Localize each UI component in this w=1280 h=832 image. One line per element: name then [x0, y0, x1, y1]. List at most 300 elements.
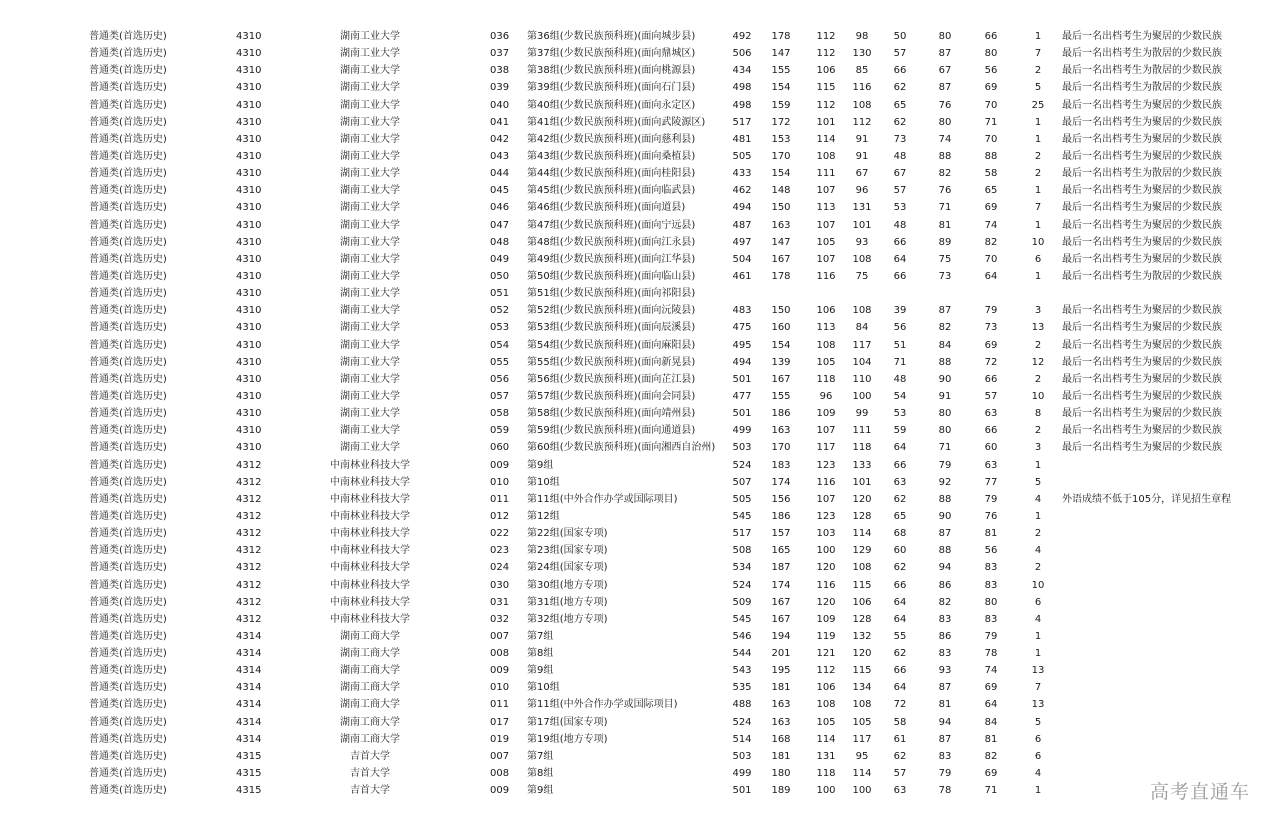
group-code-cell: 052 [490, 305, 510, 317]
school-name-cell: 湖南工商大学 [340, 665, 400, 677]
group-code-cell: 038 [490, 65, 510, 77]
min-score-cell: 499 [732, 768, 752, 780]
subject4-score-cell: 48 [893, 150, 907, 162]
math-score-cell: 114 [816, 133, 836, 145]
subject5-score-cell: 87 [938, 528, 952, 540]
table-row [0, 182, 1280, 199]
group-code-cell: 047 [490, 219, 510, 231]
school-name-cell: 湖南工业大学 [340, 202, 400, 214]
chinese-score-cell: 163 [771, 716, 791, 728]
table-row [0, 45, 1280, 62]
chinese-score-cell: 147 [771, 236, 791, 248]
school-code-cell: 4310 [236, 288, 262, 300]
category-cell: 普通类(首选历史) [89, 579, 167, 591]
math-score-cell: 107 [816, 493, 836, 505]
group-name-cell: 第44组(少数民族预科班)(面向桂阳县) [527, 168, 696, 180]
math-score-cell: 96 [819, 390, 833, 402]
math-score-cell: 112 [816, 665, 836, 677]
foreign-language-score-cell: 75 [855, 270, 869, 282]
chinese-score-cell: 154 [771, 168, 791, 180]
count-cell: 6 [1034, 253, 1042, 265]
group-name-cell: 第41组(少数民族预科班)(面向武陵源区) [527, 116, 706, 128]
subject5-score-cell: 71 [938, 202, 952, 214]
chinese-score-cell: 160 [771, 322, 791, 334]
foreign-language-score-cell: 134 [852, 682, 872, 694]
subject5-score-cell: 86 [938, 630, 952, 642]
subject4-score-cell: 62 [893, 750, 907, 762]
group-name-cell: 第38组(少数民族预科班)(面向桃源县) [527, 65, 696, 77]
table-row [0, 114, 1280, 131]
group-name-cell: 第40组(少数民族预科班)(面向永定区) [527, 99, 696, 111]
foreign-language-score-cell: 118 [852, 442, 872, 454]
chinese-score-cell: 167 [771, 253, 791, 265]
table-row [0, 474, 1280, 491]
math-score-cell: 123 [816, 459, 836, 471]
group-name-cell: 第42组(少数民族预科班)(面向慈利县) [527, 133, 696, 145]
group-name-cell: 第12组 [527, 510, 560, 522]
math-score-cell: 114 [816, 733, 836, 745]
table-row [0, 388, 1280, 405]
min-score-cell: 514 [732, 733, 752, 745]
table-row [0, 165, 1280, 182]
chinese-score-cell: 178 [771, 31, 791, 42]
subject5-score-cell: 87 [938, 82, 952, 94]
subject5-score-cell: 78 [938, 785, 952, 797]
subject5-score-cell: 90 [938, 373, 952, 385]
subject6-score-cell: 70 [984, 133, 998, 145]
subject6-score-cell: 83 [984, 613, 998, 625]
math-score-cell: 113 [816, 202, 836, 214]
table-row [0, 62, 1280, 79]
min-score-cell: 504 [732, 253, 752, 265]
school-code-cell: 4312 [236, 545, 262, 557]
subject5-score-cell: 67 [938, 65, 952, 77]
subject5-score-cell: 81 [938, 699, 952, 711]
subject6-score-cell: 82 [984, 750, 998, 762]
school-name-cell: 湖南工业大学 [340, 425, 400, 437]
count-cell: 10 [1031, 390, 1045, 402]
count-cell: 8 [1034, 408, 1042, 420]
note-cell: 最后一名出档考生为聚居的少数民族 [1062, 236, 1222, 248]
school-name-cell: 湖南工业大学 [340, 373, 400, 385]
group-name-cell: 第8组 [527, 768, 554, 780]
subject6-score-cell: 60 [984, 442, 998, 454]
count-cell: 3 [1034, 305, 1042, 317]
school-code-cell: 4312 [236, 528, 262, 540]
math-score-cell: 101 [816, 116, 836, 128]
school-name-cell: 湖南工商大学 [340, 648, 400, 660]
min-score-cell: 534 [732, 562, 752, 574]
foreign-language-score-cell: 110 [852, 373, 872, 385]
subject4-score-cell: 66 [893, 579, 907, 591]
subject4-score-cell: 71 [893, 356, 907, 368]
admissions-table [0, 28, 1280, 799]
math-score-cell: 105 [816, 236, 836, 248]
min-score-cell: 524 [732, 579, 752, 591]
math-score-cell: 112 [816, 31, 836, 42]
math-score-cell: 108 [816, 339, 836, 351]
school-name-cell: 湖南工业大学 [340, 82, 400, 94]
math-score-cell: 106 [816, 682, 836, 694]
min-score-cell: 499 [732, 425, 752, 437]
note-cell: 最后一名出档考生为聚居的少数民族 [1062, 305, 1222, 317]
count-cell: 1 [1034, 270, 1042, 282]
category-cell: 普通类(首选历史) [89, 31, 167, 42]
table-row [0, 696, 1280, 713]
category-cell: 普通类(首选历史) [89, 442, 167, 454]
group-code-cell: 056 [490, 373, 510, 385]
category-cell: 普通类(首选历史) [89, 253, 167, 265]
subject6-score-cell: 69 [984, 682, 998, 694]
category-cell: 普通类(首选历史) [89, 648, 167, 660]
foreign-language-score-cell: 116 [852, 82, 872, 94]
group-code-cell: 007 [490, 750, 510, 762]
subject4-score-cell: 53 [893, 408, 907, 420]
chinese-score-cell: 167 [771, 613, 791, 625]
min-score-cell: 501 [732, 373, 752, 385]
count-cell: 2 [1034, 562, 1042, 574]
category-cell: 普通类(首选历史) [89, 493, 167, 505]
math-score-cell: 108 [816, 699, 836, 711]
subject6-score-cell: 83 [984, 562, 998, 574]
min-score-cell: 503 [732, 750, 752, 762]
min-score-cell: 535 [732, 682, 752, 694]
chinese-score-cell: 181 [771, 750, 791, 762]
table-row [0, 577, 1280, 594]
min-score-cell: 503 [732, 442, 752, 454]
foreign-language-score-cell: 96 [855, 185, 869, 197]
group-name-cell: 第50组(少数民族预科班)(面向临山县) [527, 270, 696, 282]
foreign-language-score-cell: 104 [852, 356, 872, 368]
math-score-cell: 115 [816, 82, 836, 94]
subject5-score-cell: 80 [938, 31, 952, 42]
table-row [0, 97, 1280, 114]
subject6-score-cell: 84 [984, 716, 998, 728]
math-score-cell: 109 [816, 613, 836, 625]
note-cell: 最后一名出档考生为散居的少数民族 [1062, 65, 1222, 77]
school-name-cell: 中南林业科技大学 [330, 579, 410, 591]
min-score-cell: 544 [732, 648, 752, 660]
math-score-cell: 100 [816, 785, 836, 797]
group-code-cell: 037 [490, 48, 510, 60]
group-code-cell: 042 [490, 133, 510, 145]
school-code-cell: 4310 [236, 82, 262, 94]
min-score-cell: 492 [732, 31, 752, 42]
table-row [0, 217, 1280, 234]
category-cell: 普通类(首选历史) [89, 665, 167, 677]
subject6-score-cell: 78 [984, 648, 998, 660]
group-name-cell: 第7组 [527, 750, 554, 762]
school-code-cell: 4310 [236, 168, 262, 180]
group-name-cell: 第24组(国家专项) [527, 562, 608, 574]
group-code-cell: 039 [490, 82, 510, 94]
group-name-cell: 第52组(少数民族预科班)(面向沅陵县) [527, 305, 696, 317]
subject4-score-cell: 51 [893, 339, 907, 351]
school-code-cell: 4312 [236, 493, 262, 505]
table-row [0, 628, 1280, 645]
count-cell: 4 [1034, 613, 1042, 625]
table-row [0, 337, 1280, 354]
group-name-cell: 第9组 [527, 785, 554, 797]
chinese-score-cell: 163 [771, 425, 791, 437]
math-score-cell: 120 [816, 562, 836, 574]
group-code-cell: 058 [490, 408, 510, 420]
school-name-cell: 湖南工业大学 [340, 390, 400, 402]
subject4-score-cell: 66 [893, 236, 907, 248]
category-cell: 普通类(首选历史) [89, 750, 167, 762]
subject6-score-cell: 72 [984, 356, 998, 368]
school-name-cell: 湖南工业大学 [340, 305, 400, 317]
table-row [0, 371, 1280, 388]
subject5-score-cell: 76 [938, 99, 952, 111]
subject4-score-cell: 63 [893, 785, 907, 797]
school-name-cell: 湖南工业大学 [340, 116, 400, 128]
school-name-cell: 中南林业科技大学 [330, 528, 410, 540]
subject6-score-cell: 74 [984, 665, 998, 677]
group-code-cell: 040 [490, 99, 510, 111]
math-score-cell: 119 [816, 630, 836, 642]
subject6-score-cell: 56 [984, 65, 998, 77]
subject6-score-cell: 76 [984, 510, 998, 522]
chinese-score-cell: 150 [771, 202, 791, 214]
foreign-language-score-cell: 93 [855, 236, 869, 248]
foreign-language-score-cell: 115 [852, 579, 872, 591]
foreign-language-score-cell: 101 [852, 476, 872, 488]
table-row [0, 731, 1280, 748]
school-name-cell: 中南林业科技大学 [330, 613, 410, 625]
group-code-cell: 044 [490, 168, 510, 180]
subject4-score-cell: 62 [893, 116, 907, 128]
table-row [0, 611, 1280, 628]
count-cell: 2 [1034, 150, 1042, 162]
subject4-score-cell: 48 [893, 373, 907, 385]
table-row [0, 525, 1280, 542]
count-cell: 2 [1034, 168, 1042, 180]
math-score-cell: 107 [816, 425, 836, 437]
count-cell: 1 [1034, 785, 1042, 797]
subject5-score-cell: 84 [938, 339, 952, 351]
min-score-cell: 461 [732, 270, 752, 282]
min-score-cell: 497 [732, 236, 752, 248]
school-name-cell: 中南林业科技大学 [330, 459, 410, 471]
group-name-cell: 第51组(少数民族预科班)(面向祁阳县) [527, 288, 696, 300]
min-score-cell: 509 [732, 596, 752, 608]
math-score-cell: 117 [816, 442, 836, 454]
category-cell: 普通类(首选历史) [89, 785, 167, 797]
math-score-cell: 105 [816, 716, 836, 728]
foreign-language-score-cell: 84 [855, 322, 869, 334]
subject4-score-cell: 48 [893, 219, 907, 231]
school-code-cell: 4312 [236, 579, 262, 591]
math-score-cell: 123 [816, 510, 836, 522]
count-cell: 25 [1031, 99, 1045, 111]
school-code-cell: 4314 [236, 699, 262, 711]
count-cell: 2 [1034, 425, 1042, 437]
chinese-score-cell: 201 [771, 648, 791, 660]
subject6-score-cell: 77 [984, 476, 998, 488]
category-cell: 普通类(首选历史) [89, 476, 167, 488]
math-score-cell: 118 [816, 768, 836, 780]
min-score-cell: 462 [732, 185, 752, 197]
category-cell: 普通类(首选历史) [89, 185, 167, 197]
table-row [0, 285, 1280, 302]
foreign-language-score-cell: 67 [855, 168, 869, 180]
group-name-cell: 第39组(少数民族预科班)(面向石门县) [527, 82, 696, 94]
chinese-score-cell: 167 [771, 596, 791, 608]
subject5-score-cell: 79 [938, 768, 952, 780]
table-row [0, 302, 1280, 319]
group-code-cell: 041 [490, 116, 510, 128]
group-code-cell: 024 [490, 562, 510, 574]
count-cell: 7 [1034, 202, 1042, 214]
note-cell: 最后一名出档考生为聚居的少数民族 [1062, 202, 1222, 214]
subject4-score-cell: 65 [893, 510, 907, 522]
chinese-score-cell: 181 [771, 682, 791, 694]
subject6-score-cell: 70 [984, 253, 998, 265]
subject6-score-cell: 80 [984, 596, 998, 608]
note-cell: 最后一名出档考生为聚居的少数民族 [1062, 253, 1222, 265]
foreign-language-score-cell: 117 [852, 339, 872, 351]
school-name-cell: 湖南工业大学 [340, 168, 400, 180]
chinese-score-cell: 167 [771, 373, 791, 385]
school-code-cell: 4312 [236, 510, 262, 522]
school-name-cell: 中南林业科技大学 [330, 596, 410, 608]
count-cell: 13 [1031, 665, 1045, 677]
group-name-cell: 第9组 [527, 459, 554, 471]
subject4-score-cell: 64 [893, 442, 907, 454]
math-score-cell: 116 [816, 270, 836, 282]
group-name-cell: 第46组(少数民族预科班)(面向道县) [527, 202, 686, 214]
min-score-cell: 495 [732, 339, 752, 351]
min-score-cell: 477 [732, 390, 752, 402]
subject5-score-cell: 92 [938, 476, 952, 488]
chinese-score-cell: 183 [771, 459, 791, 471]
school-code-cell: 4310 [236, 425, 262, 437]
category-cell: 普通类(首选历史) [89, 99, 167, 111]
chinese-score-cell: 155 [771, 390, 791, 402]
subject5-score-cell: 91 [938, 390, 952, 402]
subject6-score-cell: 66 [984, 425, 998, 437]
math-score-cell: 118 [816, 373, 836, 385]
min-score-cell: 434 [732, 65, 752, 77]
foreign-language-score-cell: 98 [855, 31, 869, 42]
group-code-cell: 032 [490, 613, 510, 625]
table-row [0, 319, 1280, 336]
chinese-score-cell: 163 [771, 699, 791, 711]
subject5-score-cell: 86 [938, 579, 952, 591]
min-score-cell: 488 [732, 699, 752, 711]
subject6-score-cell: 71 [984, 116, 998, 128]
foreign-language-score-cell: 91 [855, 150, 869, 162]
group-code-cell: 050 [490, 270, 510, 282]
subject5-score-cell: 71 [938, 442, 952, 454]
group-name-cell: 第9组 [527, 665, 554, 677]
subject6-score-cell: 69 [984, 768, 998, 780]
table-row [0, 457, 1280, 474]
subject5-score-cell: 75 [938, 253, 952, 265]
school-code-cell: 4312 [236, 562, 262, 574]
table-row [0, 765, 1280, 782]
group-name-cell: 第58组(少数民族预科班)(面向靖州县) [527, 408, 696, 420]
table-row [0, 714, 1280, 731]
table-row [0, 234, 1280, 251]
school-name-cell: 湖南工业大学 [340, 31, 400, 42]
count-cell: 10 [1031, 236, 1045, 248]
subject5-score-cell: 76 [938, 185, 952, 197]
category-cell: 普通类(首选历史) [89, 459, 167, 471]
count-cell: 4 [1034, 545, 1042, 557]
school-code-cell: 4312 [236, 613, 262, 625]
foreign-language-score-cell: 112 [852, 116, 872, 128]
school-name-cell: 吉首大学 [350, 768, 390, 780]
foreign-language-score-cell: 120 [852, 493, 872, 505]
school-code-cell: 4310 [236, 185, 262, 197]
school-code-cell: 4310 [236, 116, 262, 128]
school-name-cell: 湖南工业大学 [340, 65, 400, 77]
subject5-score-cell: 87 [938, 48, 952, 60]
subject6-score-cell: 69 [984, 339, 998, 351]
chinese-score-cell: 168 [771, 733, 791, 745]
subject4-score-cell: 57 [893, 185, 907, 197]
group-name-cell: 第10组 [527, 476, 560, 488]
group-name-cell: 第57组(少数民族预科班)(面向会同县) [527, 390, 696, 402]
chinese-score-cell: 186 [771, 408, 791, 420]
school-code-cell: 4314 [236, 716, 262, 728]
math-score-cell: 116 [816, 476, 836, 488]
table-row [0, 594, 1280, 611]
school-name-cell: 湖南工业大学 [340, 408, 400, 420]
school-name-cell: 湖南工业大学 [340, 236, 400, 248]
school-name-cell: 湖南工商大学 [340, 682, 400, 694]
group-code-cell: 010 [490, 476, 510, 488]
min-score-cell: 487 [732, 219, 752, 231]
school-code-cell: 4310 [236, 219, 262, 231]
min-score-cell: 498 [732, 82, 752, 94]
subject6-score-cell: 81 [984, 528, 998, 540]
subject5-score-cell: 80 [938, 116, 952, 128]
table-row [0, 131, 1280, 148]
subject6-score-cell: 66 [984, 31, 998, 42]
school-code-cell: 4314 [236, 733, 262, 745]
chinese-score-cell: 139 [771, 356, 791, 368]
count-cell: 1 [1034, 133, 1042, 145]
table-row [0, 559, 1280, 576]
foreign-language-score-cell: 120 [852, 648, 872, 660]
foreign-language-score-cell: 108 [852, 99, 872, 111]
subject6-score-cell: 66 [984, 373, 998, 385]
foreign-language-score-cell: 108 [852, 562, 872, 574]
chinese-score-cell: 155 [771, 65, 791, 77]
watermark: 高考直通车 [1149, 781, 1250, 803]
count-cell: 7 [1034, 48, 1042, 60]
subject4-score-cell: 39 [893, 305, 907, 317]
school-code-cell: 4310 [236, 236, 262, 248]
category-cell: 普通类(首选历史) [89, 116, 167, 128]
category-cell: 普通类(首选历史) [89, 270, 167, 282]
table-row [0, 491, 1280, 508]
subject4-score-cell: 62 [893, 82, 907, 94]
count-cell: 4 [1034, 493, 1042, 505]
table-row [0, 662, 1280, 679]
school-code-cell: 4310 [236, 150, 262, 162]
subject5-score-cell: 93 [938, 665, 952, 677]
count-cell: 5 [1034, 82, 1042, 94]
chinese-score-cell: 189 [771, 785, 791, 797]
subject6-score-cell: 70 [984, 99, 998, 111]
group-code-cell: 022 [490, 528, 510, 540]
min-score-cell: 494 [732, 356, 752, 368]
chinese-score-cell: 157 [771, 528, 791, 540]
